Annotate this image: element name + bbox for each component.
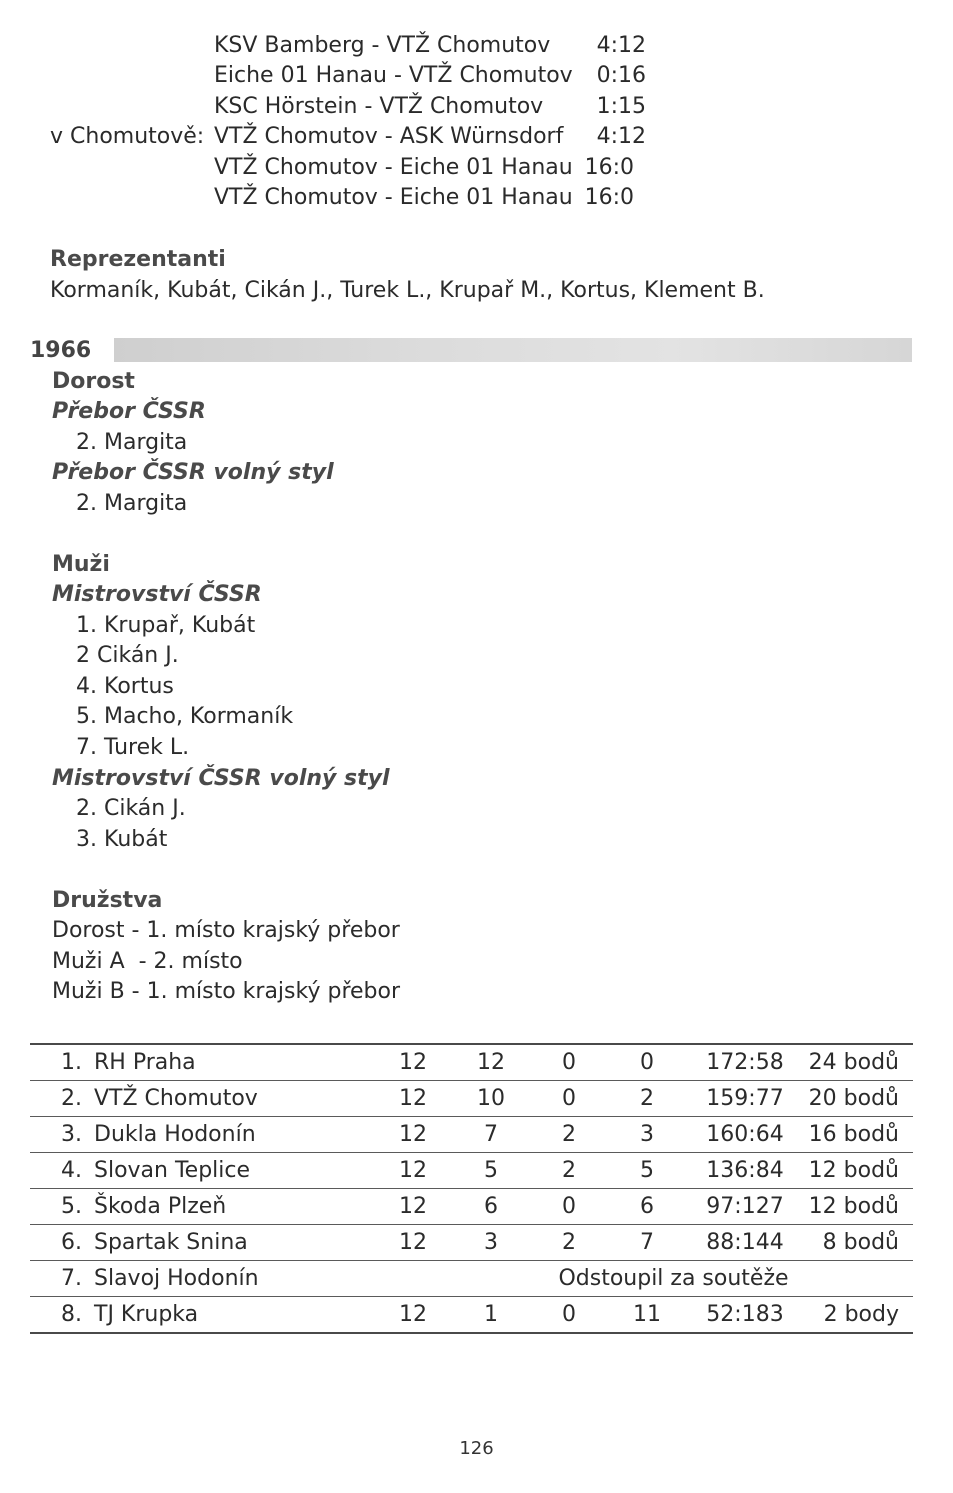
representatives-heading: Reprezentanti [50,247,226,272]
table-row [30,1189,913,1225]
result-item: 2. Cikán J. [76,796,186,821]
result-item: 4. Kortus [76,674,174,699]
match-teams: VTŽ Chomutov - Eiche 01 Hanau [214,155,573,180]
withdrawn-note: Odstoupil za soutěže [374,1261,913,1297]
draws-cell: 0 [530,1189,608,1225]
played-cell: 12 [374,1225,452,1261]
wins-cell: 3 [452,1225,530,1261]
score-cell: 172:58 [686,1044,804,1081]
wins-cell: 6 [452,1189,530,1225]
draws-cell: 0 [530,1044,608,1081]
team-result: Muži A - 2. místo [52,949,243,974]
losses-cell: 6 [608,1189,686,1225]
dorost-subheading: Přebor ČSSR [52,399,206,424]
result-item: 7. Turek L. [76,735,190,760]
team-cell: VTŽ Chomutov [94,1081,374,1117]
match-teams: VTŽ Chomutov - Eiche 01 Hanau [214,185,573,210]
match-score: 4:12 [596,124,646,149]
points-cell: 16 bodů [804,1117,913,1153]
year-heading: 1966 [30,338,92,363]
year-divider-bar [114,338,912,362]
team-cell: Slovan Teplice [94,1153,374,1189]
draws-cell: 2 [530,1153,608,1189]
played-cell: 12 [374,1189,452,1225]
points-cell: 24 bodů [804,1044,913,1081]
score-cell: 159:77 [686,1081,804,1117]
played-cell: 12 [374,1153,452,1189]
muzi-subheading: Mistrovství ČSSR volný styl [52,766,390,791]
points-cell: 2 body [804,1297,913,1334]
rank-cell: 7. [30,1261,94,1297]
losses-cell: 3 [608,1117,686,1153]
played-cell: 12 [374,1297,452,1334]
played-cell: 12 [374,1044,452,1081]
draws-cell: 0 [530,1081,608,1117]
rank-cell: 2. [30,1081,94,1117]
team-result: Muži B - 1. místo krajský přebor [52,979,401,1004]
score-cell: 88:144 [686,1225,804,1261]
rank-cell: 4. [30,1153,94,1189]
dorost-subheading: Přebor ČSSR volný styl [52,460,334,485]
team-cell: TJ Krupka [94,1297,374,1334]
result-item: 2. Margita [76,491,188,516]
draws-cell: 2 [530,1225,608,1261]
wins-cell: 10 [452,1081,530,1117]
table-row [30,1261,913,1297]
rank-cell: 5. [30,1189,94,1225]
dorost-heading: Dorost [52,369,135,394]
match-teams: Eiche 01 Hanau - VTŽ Chomutov [214,63,573,88]
match-score: 16:0 [584,155,634,180]
losses-cell: 2 [608,1081,686,1117]
page-number: 126 [459,1438,494,1459]
score-cell: 52:183 [686,1297,804,1334]
score-cell: 97:127 [686,1189,804,1225]
match-score: 1:15 [596,94,646,119]
losses-cell: 11 [608,1297,686,1334]
table-row [30,1297,913,1334]
rank-cell: 3. [30,1117,94,1153]
team-cell: Škoda Plzeň [94,1189,374,1225]
draws-cell: 0 [530,1297,608,1334]
points-cell: 8 bodů [804,1225,913,1261]
muzi-subheading: Mistrovství ČSSR [52,582,262,607]
draws-cell: 2 [530,1117,608,1153]
points-cell: 12 bodů [804,1153,913,1189]
wins-cell: 7 [452,1117,530,1153]
played-cell: 12 [374,1081,452,1117]
druzstva-heading: Družstva [52,888,163,913]
table-row [30,1044,913,1081]
table-row [30,1225,913,1261]
table-row [30,1117,913,1153]
played-cell: 12 [374,1117,452,1153]
wins-cell: 1 [452,1297,530,1334]
table-row [30,1153,913,1189]
standings-table [30,1043,913,1334]
team-result: Dorost - 1. místo krajský přebor [52,918,400,943]
match-teams: VTŽ Chomutov - ASK Würnsdorf [214,124,564,149]
match-teams: KSV Bamberg - VTŽ Chomutov [214,33,551,58]
team-cell: RH Praha [94,1044,374,1081]
score-cell: 160:64 [686,1117,804,1153]
team-cell: Dukla Hodonín [94,1117,374,1153]
match-teams: KSC Hörstein - VTŽ Chomutov [214,94,544,119]
result-item: 2. Margita [76,430,188,455]
losses-cell: 0 [608,1044,686,1081]
rank-cell: 6. [30,1225,94,1261]
wins-cell: 5 [452,1153,530,1189]
match-score: 0:16 [596,63,646,88]
table-row [30,1081,913,1117]
match-score: 16:0 [584,185,634,210]
losses-cell: 5 [608,1153,686,1189]
team-cell: Spartak Snina [94,1225,374,1261]
result-item: 1. Krupař, Kubát [76,613,256,638]
team-cell: Slavoj Hodonín [94,1261,374,1297]
points-cell: 12 bodů [804,1189,913,1225]
points-cell: 20 bodů [804,1081,913,1117]
representatives-text: Kormaník, Kubát, Cikán J., Turek L., Krupař M., Kortus, Klement B. [50,278,765,303]
rank-cell: 8. [30,1297,94,1334]
result-item: 3. Kubát [76,827,168,852]
muzi-heading: Muži [52,552,110,577]
match-score: 4:12 [596,33,646,58]
result-item: 5. Macho, Kormaník [76,704,294,729]
wins-cell: 12 [452,1044,530,1081]
score-cell: 136:84 [686,1153,804,1189]
rank-cell: 1. [30,1044,94,1081]
losses-cell: 7 [608,1225,686,1261]
home-label: v Chomutově: [50,124,205,149]
result-item: 2 Cikán J. [76,643,179,668]
